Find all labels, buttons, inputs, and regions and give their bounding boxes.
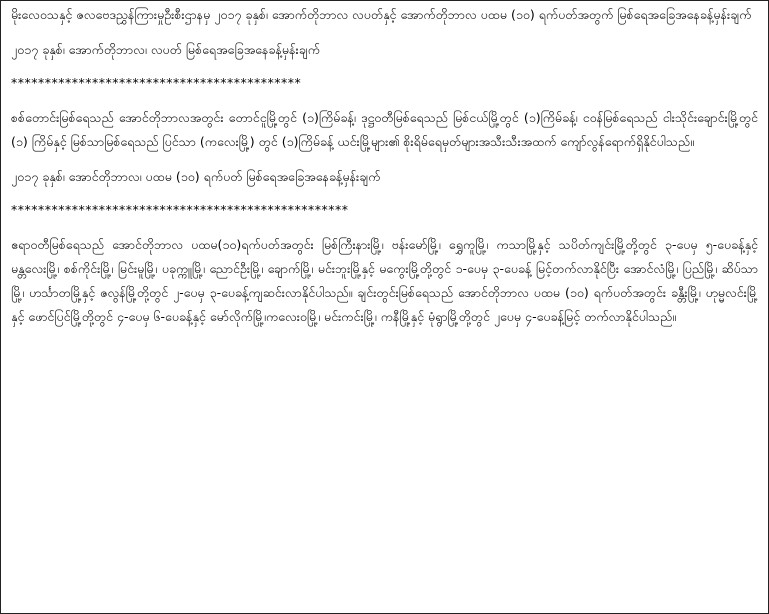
section1-divider: ******************************************* (11, 75, 302, 90)
section1-body: စစ်တောင်းမြစ်ရေသည် အောင်တိုဘာလအတွင်း တောင်ငူမြို့တွင် (၁)ကြိမ်ခန့်၊ ဒုဋ္ဌဝတီမြစ်ရေသည် မြစ်ငယ်မြို့တွင် (၁)ကြိမ်ခန့်၊ ငဝန်မြစ်ရေသည် ငါးသိုင်းချောင်းမြို့တွင် (၁) ကြိမ်နှင့် မြစ်သာမြစ်ရေသည် ပြင်သာ (ကလေးမြို့) တွင် (၁)ကြိမ်ခန့် ယင်းမြို့များ၏ စိုးရိမ်ရေမှတ်များအသီးသီးအထက် ကျော်လွန်ရောက်ရှိနိုင်ပါသည်။ (11, 110, 758, 149)
section2-body: ဧရာဝတီမြစ်ရေသည် အောင်တိုဘာလ ပထမ(၁၀)ရက်ပတ်အတွင်း မြစ်ကြီးနားမြို့၊ ဗန်းမော်မြို့၊ ရွှေကူမြို့၊ ကသာမြို့နှင့် သပိတ်ကျင်းမြို့တို့တွင် ၃-ပေမှ ၅-ပေခန့်နှင့် မန္တလေးမြို့၊ စစ်ကိုင်းမြို့၊ မြင်းမူမြို့၊ ပခုက္ကူမြို့၊ ညောင်ဦးမြို့၊ ချောက်မြို့၊ မင်းဘူးမြို့နှင့် မကွေးမြို့တို့တွင် ၁-ပေမှ ၃-ပေခန့် မြင့်တက်လာနိုင်ပြီး အောင်လံမြို့၊ ပြည်မြို့၊ ဆိပ်သာမြို့၊ ဟင်္သာတမြို့နှင့် ဇလွန်မြို့တို့တွင် ၂-ပေမှ ၃-ပေခန့်ကျဆင်းလာနိုင်ပါသည်။ ချင်းတွင်းမြစ်ရေသည် အောင်တိုဘာလ ပထမ (၁၀) ရက်ပတ်အတွင်း ခန္တီးမြို့၊ ဟုမ္မလင်းမြို့နှင့် ဖောင်ပြင်မြို့တို့တွင် ၄-ပေမှ ၆-ပေခန့်နှင့် မော်လိုက်မြို့၊ကလေးဝမြို့၊ မင်းကင်းမြို့၊ ကနီမြို့နှင့် မုံရွာမြို့တို့တွင် ၂ပေမှ ၄-ပေခန့်မြင့် တက်လာနိုင်ပါသည်။ (11, 237, 758, 324)
section2-title: ၂၀၁၇ ခုနှစ်၊ အောင်တိုဘာလ၊ ပထမ (၁၀) ရက်ပတ် မြစ်ရေအခြေအနေခန့်မှန်းချက် (11, 169, 381, 184)
section1-title: ၂၀၁၇ ခုနှစ်၊ အောက်တိုဘာလ၊ လပတ် မြစ်ရေအခြေအနေခန့်မှန်းချက် (11, 42, 320, 57)
document-heading: မိုးလေဝသနှင့် ဇလဗေဒညွှန်ကြားမှုဦးစီးဌာနမှ ၂၀၁၇ ခုနှစ်၊ အောက်တိုဘာလ လပတ်နှင့် အောက်တိုဘာလ ပထမ (၁၀) ရက်ပတ်အတွက် မြစ်ရေအခြေအနေခန့်မှန်းချက် (11, 7, 752, 22)
section2-divider: ************************************************** (11, 202, 349, 217)
